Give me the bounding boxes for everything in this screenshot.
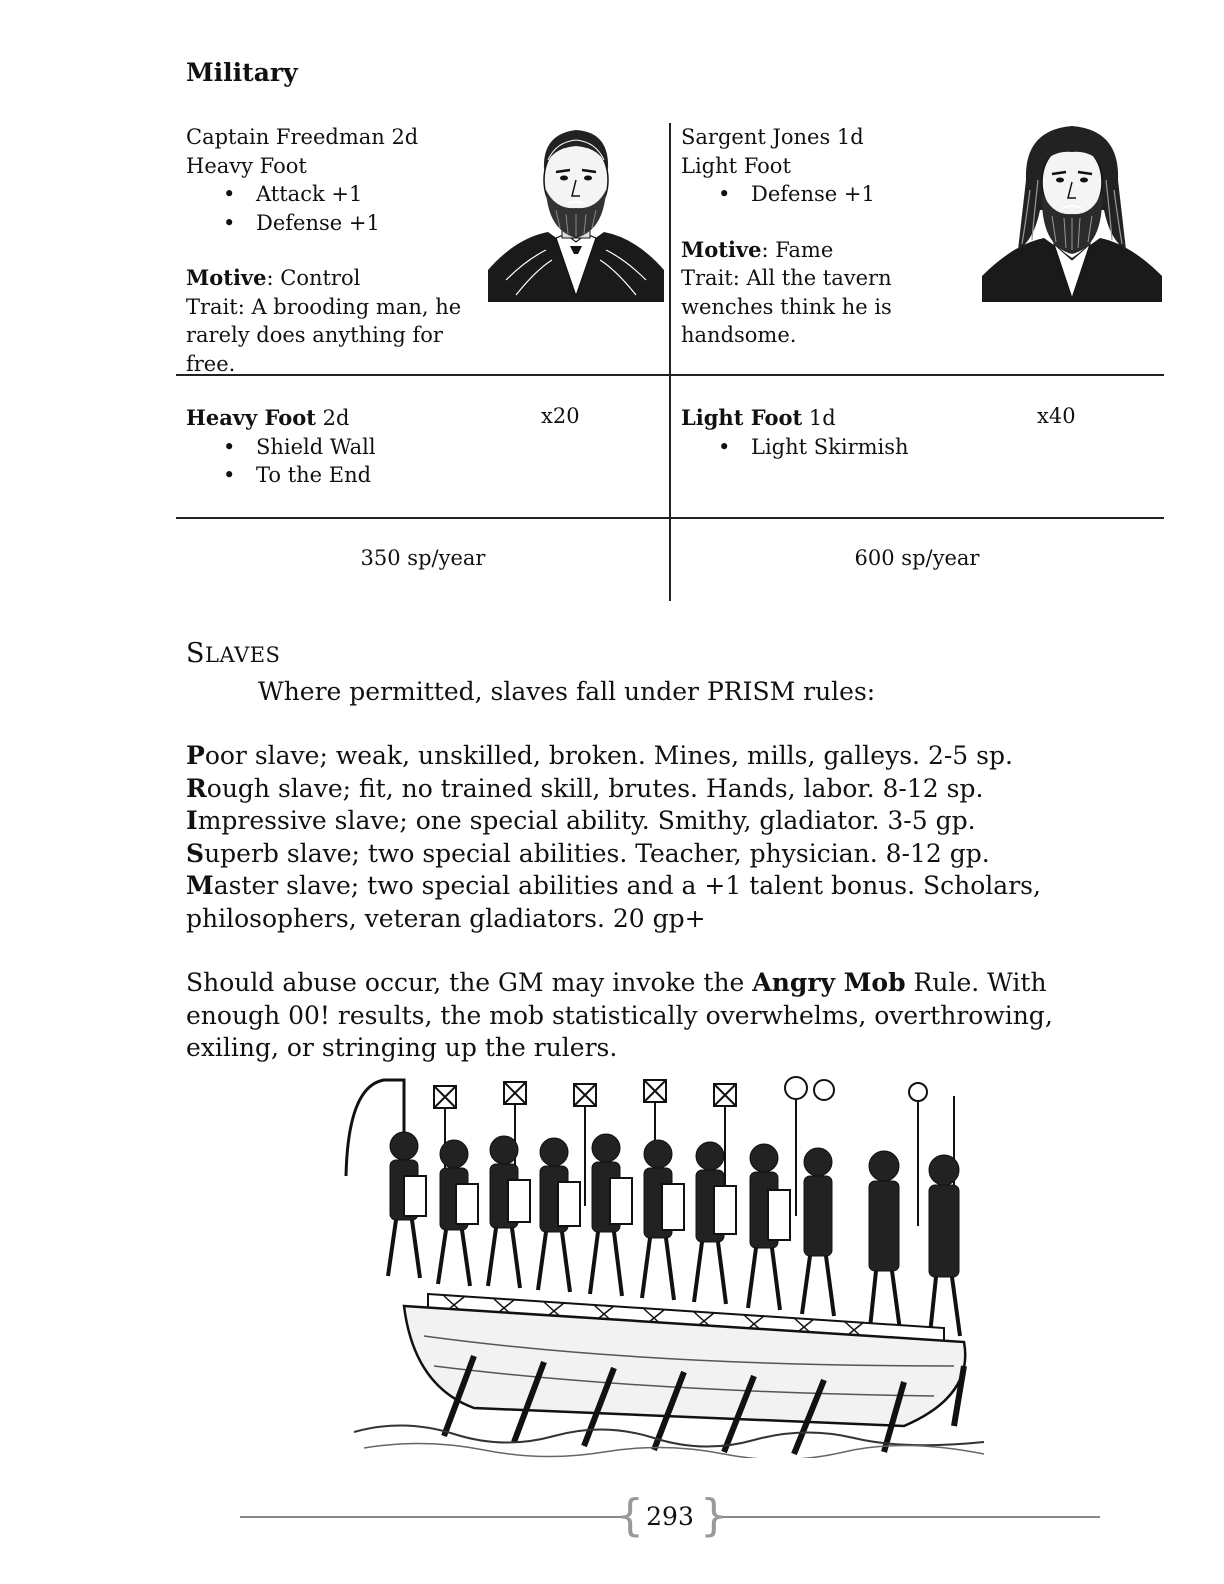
trait-line: rarely does anything for free. [186, 323, 443, 376]
unit-abilities [186, 433, 626, 490]
unit-dice: 1d [802, 406, 836, 430]
trait-line: Trait: All the tavern [681, 266, 892, 290]
angry-mob-paragraph: Should abuse occur, the GM may invoke the Angry Mob Rule. With enough 00! results, the mob statistically overwhelms, overthrowing, exiling, or stringing up the rulers. [186, 968, 1053, 1062]
ability-item: • Defense +1 [256, 209, 486, 238]
leader-motive [681, 236, 981, 265]
motive-value: : Fame [761, 237, 834, 262]
unit-name: Heavy Foot [186, 405, 316, 430]
unit-dice: 2d [316, 406, 350, 430]
leader-unit: Light Foot [681, 153, 791, 178]
ability-item: • Attack +1 [256, 180, 486, 209]
prism-item: Rough slave; fit, no trained skill, brutes. Hands, labor. 8-12 sp. [186, 773, 984, 803]
ability-item: • Defense +1 [751, 180, 981, 209]
ability-item: • To the End [256, 461, 626, 490]
right-brace-icon: } [700, 1490, 728, 1541]
roman-galley-illustration [344, 1066, 994, 1458]
captain-portrait-illustration [486, 120, 666, 302]
trait-line: handsome. [681, 323, 797, 347]
section-title: Military [186, 58, 298, 87]
angry-mob-term: Angry Mob [752, 968, 906, 997]
prism-item: Master slave; two special abilities and a +1 talent bonus. Scholars, philosophers, veteran gladiators. 20 gp+ [186, 871, 1041, 933]
unit-name: Light Foot [681, 405, 803, 430]
leader-motive [186, 264, 486, 293]
left-brace-icon: { [616, 1490, 644, 1541]
slaves-heading: SLAVES [186, 638, 281, 669]
prism-item: Impressive slave; one special ability. Smithy, gladiator. 3-5 gp. [186, 806, 976, 835]
page-number: 293 [646, 1502, 694, 1531]
unit-count: x40 [1037, 404, 1076, 428]
motive-value: : Control [266, 266, 361, 290]
leader-card-freedman [186, 123, 486, 378]
prism-item: Superb slave; two special abilities. Teacher, physician. 8-12 gp. [186, 838, 990, 868]
motive-label: Motive [186, 265, 267, 290]
table-vertical-divider [669, 123, 671, 601]
ability-item: • Light Skirmish [751, 433, 1121, 462]
trait-line: Trait: A brooding man, he [186, 294, 462, 319]
leader-name: Captain Freedman 2d [186, 125, 419, 149]
leader-abilities [186, 180, 486, 237]
slaves-intro: Where permitted, slaves fall under PRISM rules: [258, 677, 876, 706]
leader-card-jones [681, 123, 981, 350]
leader-abilities [681, 180, 981, 209]
trait-line: wenches think he is [681, 294, 892, 319]
ability-item: • Shield Wall [256, 433, 626, 462]
unit-abilities [681, 433, 1121, 462]
leader-unit: Heavy Foot [186, 153, 307, 178]
unit-cost: 350 sp/year [360, 546, 486, 570]
prism-item: Poor slave; weak, unskilled, broken. Mines, mills, galleys. 2-5 sp. [186, 741, 1013, 770]
footer-rule-left [240, 1516, 622, 1518]
prism-list [186, 740, 1146, 935]
sargent-portrait-illustration [980, 120, 1164, 302]
leader-name: Sargent Jones 1d [681, 125, 864, 149]
motive-label: Motive [681, 236, 762, 262]
table-divider-2 [176, 517, 1164, 519]
footer-rule-right [718, 1516, 1100, 1518]
unit-cost: 600 sp/year [854, 546, 980, 570]
unit-count: x20 [541, 404, 580, 428]
